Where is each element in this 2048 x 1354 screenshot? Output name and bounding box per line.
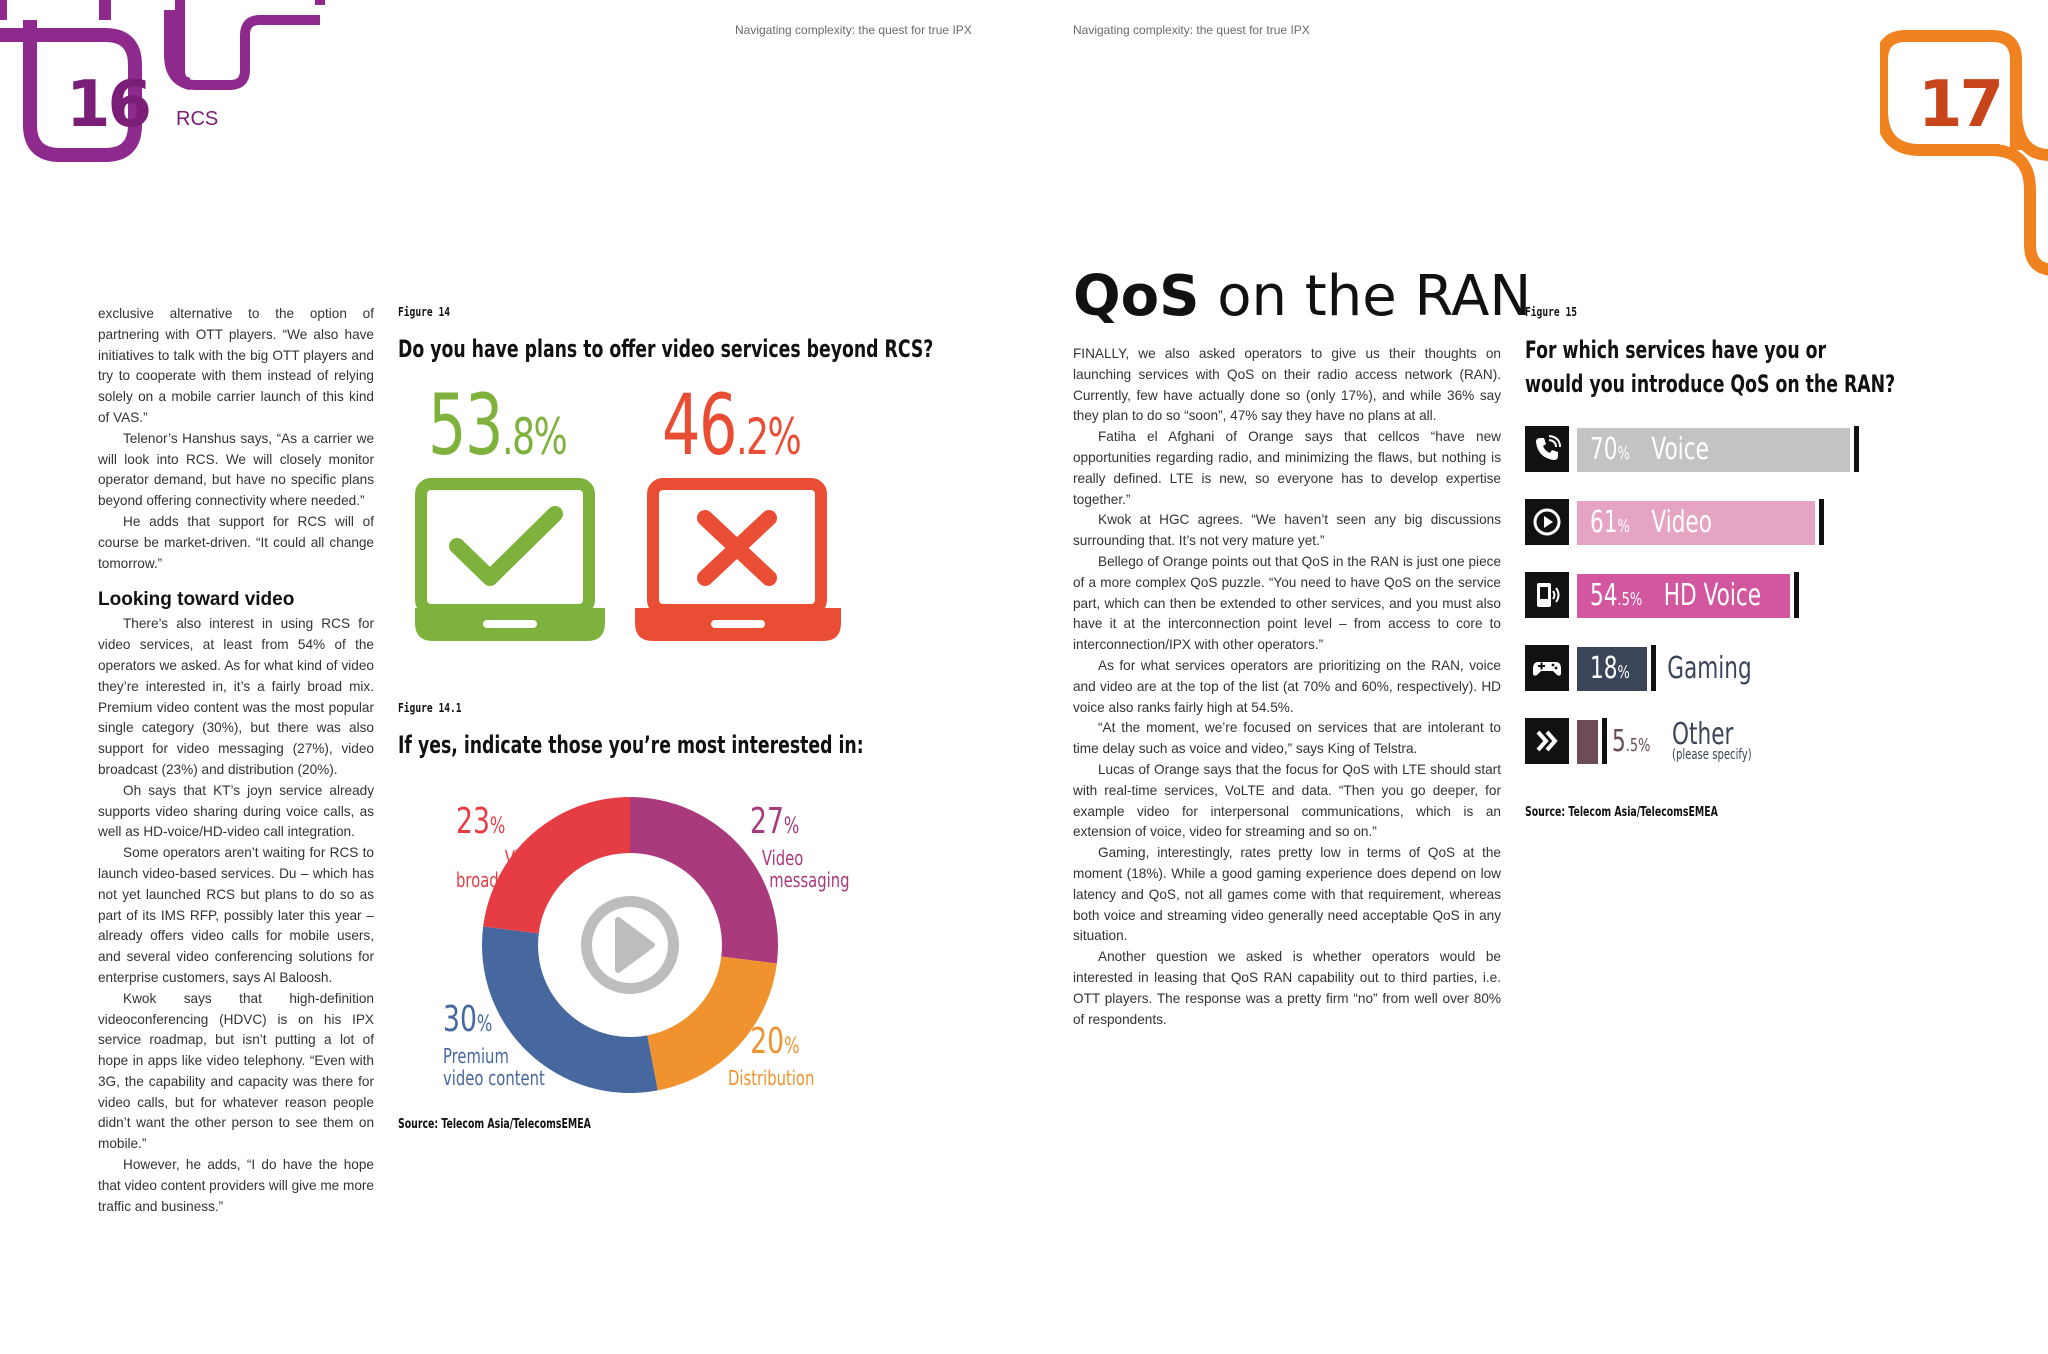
donut-label-premium: 30% Premium video content [443, 999, 545, 1090]
paragraph: However, he adds, “I do have the hope that video content providers will give me more traffic and business.” [98, 1157, 374, 1214]
premium-line1: Premium [443, 1044, 509, 1068]
no-percentage [662, 376, 801, 482]
distribution-line1: Distribution [728, 1066, 815, 1090]
figure-14-1-label: Figure 14.1 [398, 701, 462, 715]
paragraph: Telenor’s Hanshus says, “As a carrier we will look into RCS. We will closely monitor operator demand, but have no specific plans beyond offering connectivity where needed.” [98, 430, 374, 509]
paragraph: Bellego of Orange points out that QoS in the RAN is just one piece of a more complex QoS puzzle. “You need to have QoS on the service part, which can then be extended to other services, and you must also have it at the interconnection point level – from access to core to interconnection/IPX with other operators.” [1073, 553, 1501, 653]
bar-category: HD Voice [1663, 578, 1761, 613]
page-number-right: 17 [1918, 68, 2002, 142]
paragraph: There’s also interest in using RCS for video services, at least from 54% of the operators we asked. As for what kind of video they’re interested in, it’s a fairly broad mix. Premium video content was the most popular single category (30%), but there was also support for video messaging (27%), video broadcast (23%) and distribution (20%). [98, 616, 374, 777]
bar-row-voice [1525, 426, 1985, 472]
bar-other [1577, 720, 1598, 764]
laptop-no-icon [635, 478, 845, 643]
bar-category: Video [1651, 505, 1712, 540]
messaging-line1: Video [761, 846, 804, 870]
figure-15-label: Figure 15 [1525, 305, 1578, 319]
bar-row-hd-voice [1525, 572, 1985, 618]
phone-icon [1525, 426, 1569, 472]
title-bold: QoS [1073, 264, 1200, 329]
broadcasting-line1: Video [504, 846, 547, 870]
body-column-left [98, 304, 374, 1217]
donut-label-messaging: 27% Video messaging [750, 801, 850, 892]
paragraph: Some operators aren’t waiting for RCS to launch video-based services. Du – which has not yet launched RCS but plans to do so as part of its IMS RFP, possibly later this year – already offers video calls for mobile users, and several video conferencing solutions for enterprise customers, says Al Baloosh. [98, 845, 374, 985]
running-header-right: Navigating complexity: the quest for true IPX [1073, 23, 1310, 37]
paragraph: Oh says that KT’s joyn service already supports video sharing during voice calls, as well as HD-voice/HD-video call integration. [98, 782, 374, 840]
hd-voice-icon [1525, 572, 1569, 618]
bar-label-other [1612, 717, 1752, 766]
bar-label-gaming [1590, 649, 1752, 693]
premium-line2: video content [443, 1066, 545, 1090]
paragraph: exclusive alternative to the option of partnering with OTT players. “We also have initiatives to talk with the big OTT players and try to cooperate with them instead of relying solely on a mobile carrier launch of this kind of VAS.” [98, 306, 374, 425]
donut-label-distribution: 20% Distribution [728, 1021, 815, 1090]
double-chevron-icon [1525, 718, 1569, 764]
no-pct-int: 46 [662, 376, 737, 474]
bar-value: 5.5% [1612, 724, 1651, 759]
bar-value: 54.5% [1590, 578, 1643, 613]
paragraph: Kwok says that high-definition videoconferencing (HDVC) is on his IPX service roadmap, but isn’t putting a lot of hope in apps like video telephony. “Even with 3G, the capability and capacity was there for video calls, but for whatever reason people didn’t want the other person to see them on mobile.” [98, 990, 374, 1152]
subheading-looking-toward-video: Looking toward video [98, 589, 295, 611]
donut-label-broadcasting: 23% Video broadcasting [456, 801, 553, 892]
bar-value: 61% [1590, 505, 1630, 540]
gamepad-icon [1525, 645, 1569, 691]
paragraph: “At the moment, we’re focused on services that are intolerant to time delay such as voice and video,” says King of Telstra. [1073, 720, 1501, 757]
section-label: RCS [176, 108, 219, 130]
paragraph: Gaming, interestingly, rates pretty low in terms of QoS at the moment (18%). While a good gaming experience does depend on low latency and QoS, not all games come with that requirement, whereas both voice and streaming video generally need acceptable QoS in any situation. [1073, 845, 1501, 944]
messaging-line2: messaging [769, 868, 850, 892]
bar-label-voice [1590, 430, 1709, 474]
broadcasting-line2: broadcasting [456, 868, 553, 892]
body-column-right [1073, 344, 1501, 1030]
paragraph: Another question we asked is whether operators would be interested in leasing that QoS RAN capability out to third parties, i.e. OTT players. The response was a pretty firm “no” from well over 80% of respondents. [1073, 949, 1501, 1027]
distribution-pct: 20 [750, 1021, 785, 1062]
bar-row-other [1525, 718, 1985, 764]
bar-sublabel: (please specify) [1672, 747, 1752, 763]
bar-category: Gaming [1667, 651, 1752, 686]
yes-pct-int: 53 [428, 376, 503, 474]
play-icon [581, 896, 679, 994]
qos-services-bar-chart [1525, 426, 1985, 796]
page-number-left: 16 [66, 68, 150, 142]
figure-15-source: Source: Telecom Asia/TelecomsEMEA [1525, 805, 1718, 820]
messaging-pct: 27 [750, 801, 784, 842]
yes-percentage [428, 376, 567, 482]
bar-row-gaming [1525, 645, 1985, 691]
play-icon [1525, 499, 1569, 545]
yes-pct-dec: .8% [502, 408, 567, 466]
figure-14-label: Figure 14 [398, 305, 451, 319]
figure-14-title: Do you have plans to offer video services beyond RCS? [398, 335, 934, 363]
check-icon [457, 514, 555, 578]
bar-end-marker [1819, 499, 1824, 545]
broadcasting-pct: 23 [456, 801, 490, 842]
figure-14-1-source: Source: Telecom Asia/TelecomsEMEA [398, 1117, 591, 1132]
figure-15-title-line2: would you introduce QoS on the RAN? [1525, 370, 1896, 398]
title-rest: on the RAN [1199, 264, 1532, 329]
no-pct-dec: .2% [736, 408, 801, 466]
laptop-yes-icon [415, 478, 605, 643]
running-header-left: Navigating complexity: the quest for true IPX [735, 23, 972, 37]
bar-label-hd-voice [1590, 576, 1761, 620]
close-icon [705, 518, 769, 578]
bar-value: 70% [1590, 432, 1630, 467]
bar-category: Other (please specify) [1672, 717, 1752, 763]
paragraph: Lucas of Orange says that the focus for QoS with LTE should start with real-time services, VoLTE and data. “Then you go deeper, for example video for interpersonal communications, which is an extension of voice, video for streaming and so on.” [1073, 761, 1501, 840]
bar-label-video [1590, 503, 1712, 547]
page-corner-ornament-left [170, 0, 330, 100]
paragraph: Kwok at HGC agrees. “We haven’t seen any big discussions surrounding that. It’s not very mature yet.” [1073, 512, 1501, 549]
bar-value: 18% [1590, 651, 1630, 686]
paragraph: He adds that support for RCS will of course be market-driven. “It could all change tomorrow.” [98, 513, 374, 571]
article-title [1073, 262, 1531, 332]
paragraph: FINALLY, we also asked operators to give us their thoughts on launching services with QoS on their radio access network (RAN). Currently, few have actually done so (only 17%), and while 36% say they plan to do so “soon”, 47% say they have no plans at all. [1073, 346, 1501, 424]
paragraph: As for what services operators are prioritizing on the RAN, voice and video are at the top of the list (at 70% and 60%, respectively). HD voice also ranks fairly high at 54.5%. [1073, 657, 1501, 715]
bar-category: Voice [1651, 432, 1709, 467]
bar-end-marker [1602, 718, 1607, 764]
bar-row-video [1525, 499, 1985, 545]
premium-pct: 30 [443, 999, 477, 1040]
figure-15-title-line1: For which services have you or [1525, 336, 1827, 364]
bar-end-marker [1854, 426, 1859, 472]
bar-end-marker [1794, 572, 1799, 618]
figure-14-1-title: If yes, indicate those you’re most interested in: [398, 731, 864, 759]
paragraph: Fatiha el Afghani of Orange says that cellcos “have new opportunities regarding radio, and minimizing the flaws, but nothing is really defined. LTE is new, so everyone has to develop expertise together.” [1073, 429, 1501, 507]
